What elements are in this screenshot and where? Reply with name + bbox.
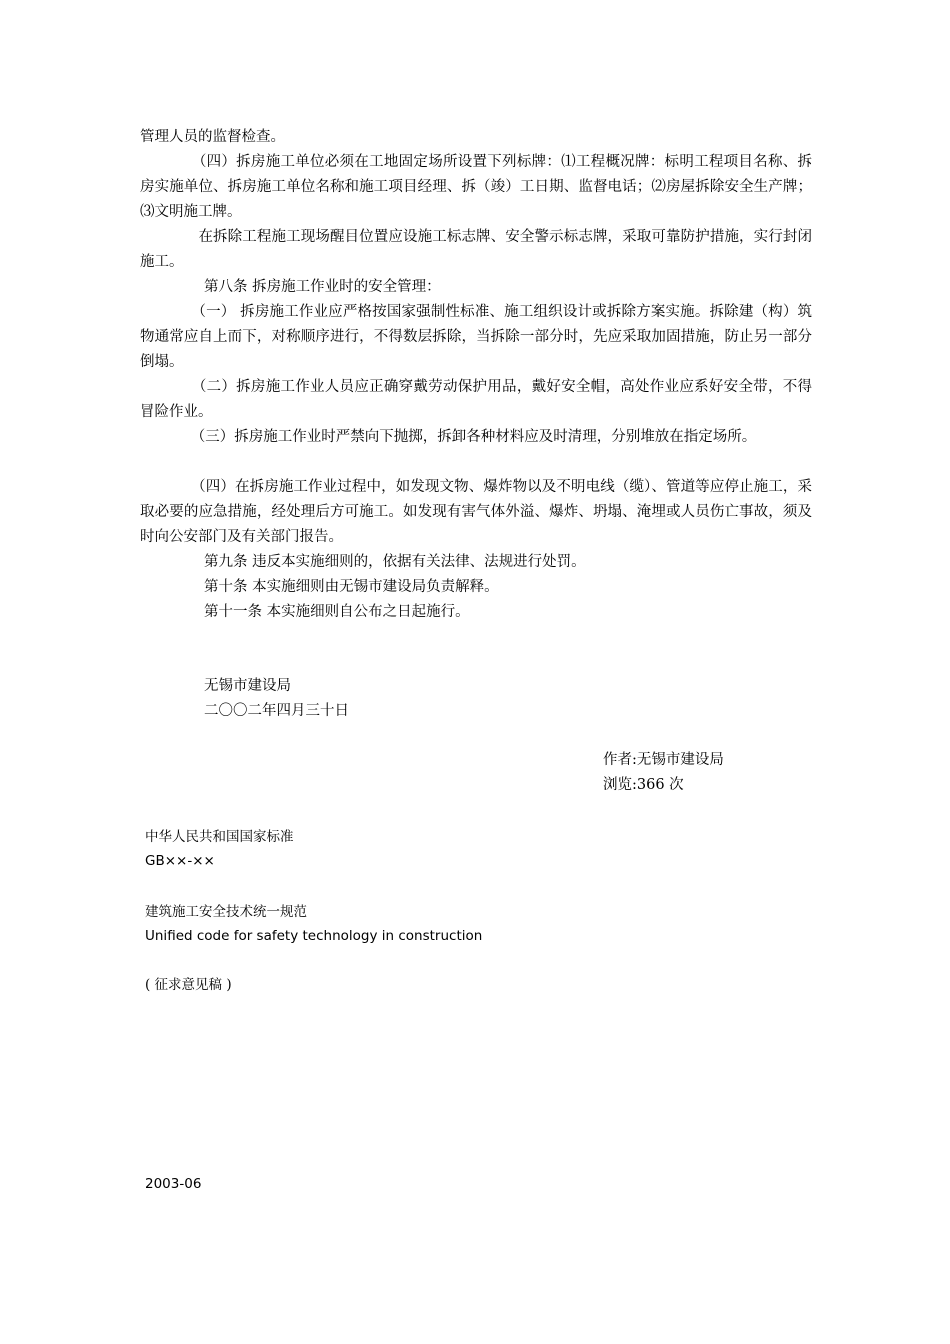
article-8-item-3: （三）拆房施工作业时严禁向下抛掷，拆卸各种材料应及时清理，分别堆放在指定场所。 [140,429,757,445]
article-8-title: 第八条 拆房施工作业时的安全管理： [204,279,441,295]
views-count: 浏览:366 次 [603,777,684,793]
paragraph-site-closure: 在拆除工程施工现场醒目位置应设施工标志牌、安全警示标志牌，采取可靠防护措施，实行封闭施工。 [140,229,812,270]
issuer-name: 无锡市建设局 [204,678,291,694]
standard-code: GB××-×× [145,853,215,869]
publication-date: 2003-06 [145,1176,202,1192]
article-11: 第十一条 本实施细则自公布之日起施行。 [204,604,470,620]
paragraph-signs: （四）拆房施工单位必须在工地固定场所设置下列标牌：⑴工程概况牌：标明工程项目名称、拆房实施单位、拆房施工单位名称和施工项目经理、拆（竣）工日期、监督电话；⑵房屋拆除安全生产牌；⑶文明施工牌。 [140,154,812,220]
standard-title-cn: 建筑施工安全技术统一规范 [145,904,307,920]
standard-title-en: Unified code for safety technology in construction [145,928,483,944]
author-label: 作者:无锡市建设局 [603,752,724,768]
issue-date: 二〇〇二年四月三十日 [204,703,349,719]
paragraph-intro-tail: 管理人员的监督检查。 [140,129,285,145]
draft-note: ( 征求意见稿 ) [145,977,232,993]
article-9: 第九条 违反本实施细则的，依据有关法律、法规进行处罚。 [204,554,586,570]
article-10: 第十条 本实施细则由无锡市建设局负责解释。 [204,579,499,595]
national-standard-label: 中华人民共和国国家标准 [145,829,294,845]
article-8-item-4: （四）在拆房施工作业过程中，如发现文物、爆炸物以及不明电线（缆）、管道等应停止施工，采取必要的应急措施，经处理后方可施工。如发现有害气体外溢、爆炸、坍塌、淹埋或人员伤亡事故，须及时向公安部门及有关部门报告。 [140,479,812,545]
article-8-item-2: （二）拆房施工作业人员应正确穿戴劳动保护用品，戴好安全帽，高处作业应系好安全带，不得冒险作业。 [140,379,812,420]
article-8-item-1: （一） 拆房施工作业应严格按国家强制性标准、施工组织设计或拆除方案实施。拆除建（构）筑物通常应自上而下，对称顺序进行，不得数层拆除，当拆除一部分时，先应采取加固措施，防止另一部分倒塌。 [140,304,812,370]
